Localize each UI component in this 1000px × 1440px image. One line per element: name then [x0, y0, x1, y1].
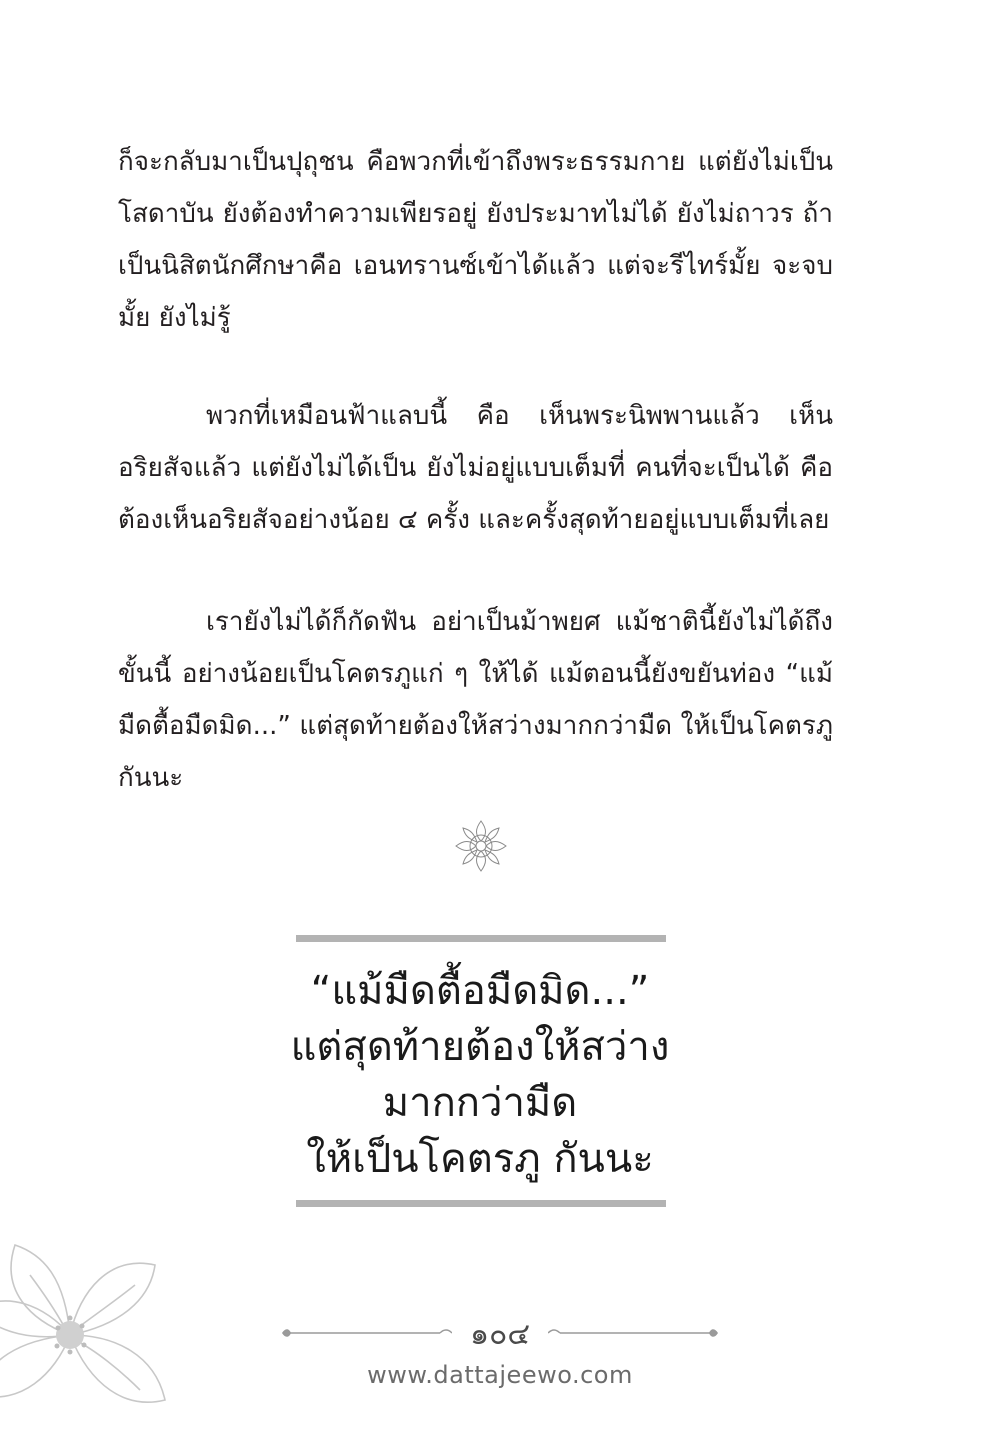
website-url: www.dattajeewo.com: [367, 1361, 633, 1389]
footer-right-ornament: [548, 1327, 718, 1339]
quote-top-rule: [296, 935, 666, 942]
paragraph-2: [118, 390, 833, 546]
paragraph-3-text: เรายังไม่ได้ก็กัดฟัน อย่าเป็นม้าพยศ แม้ชาตินี้ยังไม่ได้ถึงขั้นนี้ อย่างน้อยเป็นโคตรภูแก่ ๆ ให้ได้ แม้ตอนนี้ยังขยันท่อง “แม้มืดตื้อมืดมิด...” แต่สุดท้ายต้องให้สว่างมากกว่ามืด ให้เป็นโคตรภูกันนะ: [118, 607, 833, 793]
paragraph-1: ก็จะกลับมาเป็นปุถุชน คือพวกที่เข้าถึงพระธรรมกาย แต่ยังไม่เป็นโสดาบัน ยังต้องทำความเพียรอยู่ ยังประมาทไม่ได้ ยังไม่ถาวร ถ้าเป็นนิสิตนักศึกษาคือ เอนทรานซ์เข้าได้แล้ว แต่จะรีไทร์มั้ย จะจบมั้ย ยังไม่รู้: [118, 147, 833, 333]
pull-quote: [280, 963, 680, 1187]
lotus-mandala-icon: [454, 819, 508, 873]
page-number: ๑๐๔: [469, 1317, 531, 1352]
footer-left-ornament: [282, 1327, 452, 1339]
paragraph-3: [118, 596, 833, 804]
pull-quote-line: “แม้มืดตื้อมืดมิด...”: [310, 968, 650, 1014]
flower-outline-icon: [0, 1200, 200, 1440]
paragraph-2-text: พวกที่เหมือนฟ้าแลบนี้ คือ เห็นพระนิพพานแล้ว เห็นอริยสัจแล้ว แต่ยังไม่ได้เป็น ยังไม่อยู่แบบเต็มที่ คนที่จะเป็นได้ คือต้องเห็นอริยสัจอย่างน้อย ๔ ครั้ง และครั้งสุดท้ายอยู่แบบเต็มที่เลย: [118, 401, 833, 535]
pull-quote-line: ให้เป็นโคตรภู กันนะ: [306, 1136, 654, 1182]
pull-quote-line: แต่สุดท้ายต้องให้สว่าง: [290, 1024, 670, 1070]
pull-quote-line: มากกว่ามืด: [382, 1080, 578, 1126]
quote-bottom-rule: [296, 1200, 666, 1207]
